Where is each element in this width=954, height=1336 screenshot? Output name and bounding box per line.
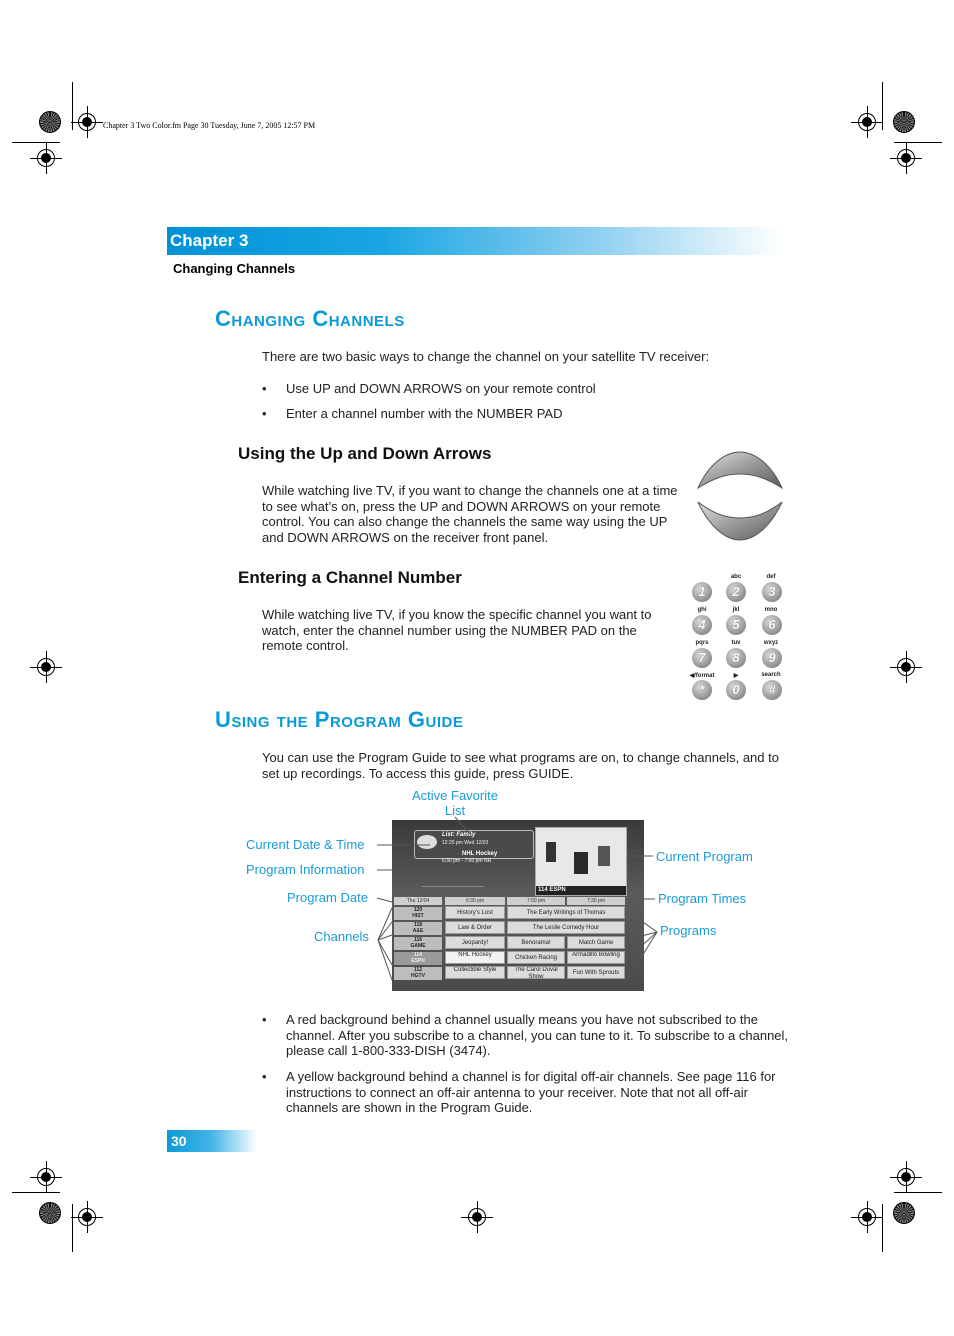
guide-channel[interactable]: 114 ESPN (394, 952, 442, 965)
bullet-item: • Enter a channel number with the NUMBER PAD (262, 406, 563, 421)
key-label: ◀/format (689, 673, 715, 679)
key-6[interactable]: 6 (762, 615, 782, 635)
chapter-title: Chapter 3 (170, 231, 249, 250)
key-hash[interactable]: # (762, 680, 782, 700)
guide-program-cell[interactable]: Collectible Style (445, 966, 505, 979)
guide-program-cell[interactable]: Law & Order (445, 921, 505, 934)
guide-program-cell[interactable]: History's Lost (445, 906, 505, 919)
page-number: 30 (171, 1133, 187, 1149)
key-label: abc (730, 574, 742, 580)
guide-program-cell[interactable]: The Carol Duval Show (507, 966, 565, 979)
guide-channel[interactable]: 116 GAME (394, 937, 442, 950)
bullet-item: • Use UP and DOWN ARROWS on your remote control (262, 381, 596, 396)
callout-program-times: Program Times (658, 891, 747, 906)
guide-channel[interactable]: 118 A&E (394, 922, 442, 935)
key-star[interactable]: * (692, 680, 712, 700)
callout-program-information: Program Information (246, 862, 365, 877)
bullet-item: • A red background behind a channel usually means you have not subscribed to the channel. After you subscribe to a channel, you can tune to it. To subscribe to a channel, please call 1-800-333-DISH (3474). (262, 1012, 789, 1059)
guide-list: List: Family (442, 832, 476, 838)
key-8[interactable]: 8 (726, 648, 746, 668)
section2-intro: You can use the Program Guide to see what programs are on, to change channels, and to set up recordings. To access this guide, press GUIDE. (262, 750, 779, 781)
callout-programs: Programs (660, 923, 717, 938)
section-title-changing-channels: Changing Channels (215, 306, 405, 331)
subsection-title-number: Entering a Channel Number (238, 568, 462, 587)
key-label: tuv (731, 640, 741, 646)
callout-current-date-time: Current Date & Time (246, 837, 365, 852)
guide-channel[interactable]: 120 HIST (394, 907, 442, 920)
callout-channels: Channels (314, 929, 369, 944)
guide-channel[interactable]: 112 HGTV (394, 967, 442, 980)
guide-program-cell[interactable]: Fun With Sprouts (567, 966, 625, 979)
sub1-body: While watching live TV, if you want to change the channels one at a time to see what’s on, press the UP and DOWN ARROWS on your remote control. You can also change the channels the same way using the UP and DOWN ARROWS on the receiver front panel. (262, 483, 678, 545)
guide-program-name: NHL Hockey (462, 851, 498, 857)
key-2[interactable]: 2 (726, 582, 746, 602)
key-label: search (761, 672, 781, 678)
key-label: ▶ (733, 673, 739, 679)
guide-datetime: 12:25 pm Wed 12/03 (442, 840, 489, 846)
key-5[interactable]: 5 (726, 615, 746, 635)
callout-active-favorite: Active Favorite List (412, 788, 498, 818)
key-1[interactable]: 1 (692, 582, 712, 602)
guide-date: Thu 12/04 (394, 897, 442, 905)
key-label: wxyz (763, 640, 779, 646)
guide-time: 6:30 pm (445, 897, 505, 905)
callout-current-program: Current Program (656, 849, 753, 864)
key-7[interactable]: 7 (692, 648, 712, 668)
file-meta: Chapter 3 Two Color.fm Page 30 Tuesday, June 7, 2005 12:57 PM (103, 121, 316, 130)
guide-time: 7:30 pm (567, 897, 625, 905)
guide-program-cell[interactable]: The Leslie Comedy Hour (507, 921, 625, 934)
page-number-bar (167, 1130, 257, 1152)
key-label: pqrs (695, 640, 709, 646)
guide-program-cell[interactable]: Jeopardy! (445, 936, 505, 949)
sub2-body: While watching live TV, if you know the specific channel you want to watch, enter the channel number using the NUMBER PAD on the remote control. (262, 607, 652, 654)
key-0[interactable]: 0 (726, 680, 746, 700)
callout-program-date: Program Date (287, 890, 368, 905)
key-9[interactable]: 9 (762, 648, 782, 668)
guide-program-cell[interactable]: Benorama! (507, 936, 565, 949)
guide-program-cell[interactable]: The Early Writings of Thomas (507, 906, 625, 919)
tv-channel: 114 ESPN (538, 887, 566, 893)
guide-program-cell[interactable]: Armadillo Bowling (567, 951, 625, 964)
bullet-item: • A yellow background behind a channel is for digital off-air channels. See page 116 for instructions to connect an off-air antenna to your receiver. Note that not all off-air channels are shown in the Program Guide. (262, 1069, 776, 1116)
guide-program-time: 6:30 pm - 7:00 pm NR (442, 858, 492, 864)
key-label: mno (764, 607, 778, 613)
guide-time: 7:00 pm (507, 897, 565, 905)
guide-program-cell[interactable]: Match Game (567, 936, 625, 949)
guide-program-cell-current[interactable]: NHL Hockey (445, 951, 505, 964)
running-head: Changing Channels (173, 261, 296, 276)
guide-program-cell[interactable]: Chicken Racing (507, 951, 565, 964)
key-label: def (766, 574, 776, 580)
key-3[interactable]: 3 (762, 582, 782, 602)
section1-intro: There are two basic ways to change the channel on your satellite TV receiver: (262, 349, 710, 364)
subsection-title-arrows: Using the Up and Down Arrows (238, 444, 492, 463)
key-label: ghi (697, 607, 707, 613)
section-title-program-guide: Using the Program Guide (215, 707, 464, 732)
key-4[interactable]: 4 (692, 615, 712, 635)
key-label: jkl (732, 607, 740, 613)
